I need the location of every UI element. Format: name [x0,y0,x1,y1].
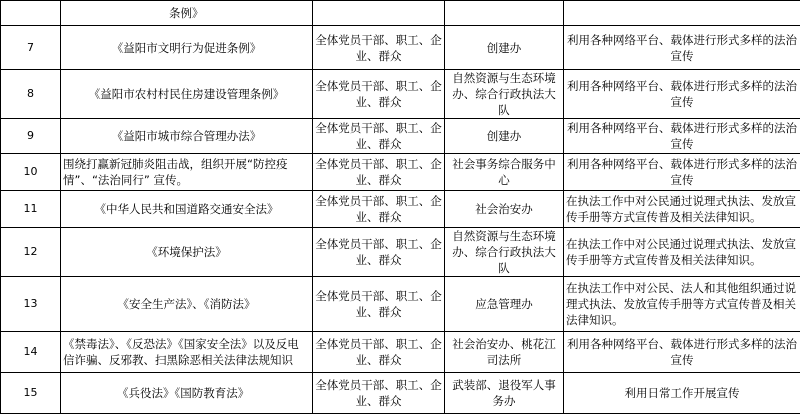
target-audience: 全体党员干部、职工、企业、群众 [313,191,445,228]
target-audience: 全体党员干部、职工、企业、群众 [313,373,445,414]
publicity-method: 利用各种网络平台、载体进行形式多样的法治宣传 [564,332,800,373]
responsible-unit: 创建办 [445,26,564,70]
publicity-method: 利用日常工作开展宣传 [564,373,800,414]
responsible-unit: 武装部、退役军人事务办 [445,373,564,414]
publicity-item: 《益阳市文明行为促进条例》 [61,26,313,70]
table-row [1,332,800,373]
publicity-method: 在执法工作中对公民通过说理式执法、发放宣传手册等方式宣传普及相关法律知识。 [564,191,800,228]
row-number: 15 [1,373,61,414]
publicity-method: 利用各种网络平台、载体进行形式多样的法治宣传 [564,26,800,70]
publicity-method: 在执法工作中对公民、法人和其他组织通过说理式执法、发放宣传手册等方式宣传普及相关法律知识。 [564,277,800,332]
publicity-method: 在执法工作中对公民通过说理式执法、发放宣传手册等方式宣传普及相关法律知识。 [564,228,800,277]
row-number: 11 [1,191,61,228]
responsible-unit: 社会治安办、桃花江司法所 [445,332,564,373]
publicity-method: 利用各种网络平台、载体进行形式多样的法治宣传 [564,70,800,119]
row-number: 12 [1,228,61,277]
target-audience: 全体党员干部、职工、企业、群众 [313,277,445,332]
publicity-method: 利用各种网络平台、载体进行形式多样的法治宣传 [564,119,800,154]
publicity-item: 《环境保护法》 [61,228,313,277]
publicity-method [564,1,800,26]
table-row [1,228,800,277]
row-number: 7 [1,26,61,70]
row-number: 14 [1,332,61,373]
publicity-item: 围绕打赢新冠肺炎阻击战，组织开展“防控疫情”、“法治同行” 宣传。 [61,154,313,191]
target-audience: 全体党员干部、职工、企业、群众 [313,119,445,154]
table-row [1,191,800,228]
responsible-unit: 自然资源与生态环境办、综合行政执法大队 [445,228,564,277]
target-audience: 全体党员干部、职工、企业、群众 [313,332,445,373]
publicity-item: 条例》 [61,1,313,26]
row-number [1,1,61,26]
responsible-unit [445,1,564,26]
table-row [1,26,800,70]
responsible-unit: 自然资源与生态环境办、综合行政执法大队 [445,70,564,119]
target-audience: 全体党员干部、职工、企业、群众 [313,70,445,119]
table-row [1,277,800,332]
publicity-item: 《安全生产法》、《消防法》 [61,277,313,332]
publicity-item: 《兵役法》《国防教育法》 [61,373,313,414]
target-audience: 全体党员干部、职工、企业、群众 [313,228,445,277]
row-number: 8 [1,70,61,119]
responsible-unit: 应急管理办 [445,277,564,332]
row-number: 9 [1,119,61,154]
target-audience: 全体党员干部、职工、企业、群众 [313,26,445,70]
table-row [1,70,800,119]
table-row [1,1,800,26]
row-number: 13 [1,277,61,332]
row-number: 10 [1,154,61,191]
table-row [1,373,800,414]
table-row [1,154,800,191]
publicity-item: 《益阳市城市综合管理办法》 [61,119,313,154]
publicity-item: 《益阳市农村村民住房建设管理条例》 [61,70,313,119]
responsible-unit: 社会治安办 [445,191,564,228]
responsible-unit: 创建办 [445,119,564,154]
table-row [1,119,800,154]
publicity-item: 《中华人民共和国道路交通安全法》 [61,191,313,228]
responsible-unit: 社会事务综合服务中心 [445,154,564,191]
target-audience: 全体党员干部、职工、企业、群众 [313,154,445,191]
publicity-item: 《禁毒法》、《反恐法》《国家安全法》以及反电信诈骗、反邪教、扫黑除恶相关法律法规知识 [61,332,313,373]
publicity-method: 利用各种网络平台、载体进行形式多样的法治宣传 [564,154,800,191]
target-audience [313,1,445,26]
